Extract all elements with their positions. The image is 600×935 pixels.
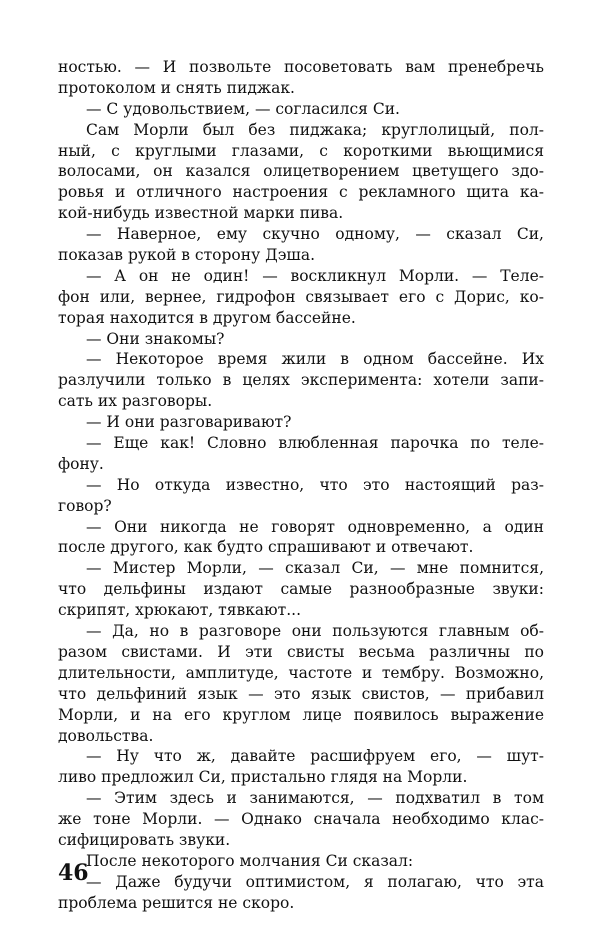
text-line: — А он не один! — воскликнул Морли. — Теле- bbox=[86, 266, 544, 285]
text-line: Сам Морли был без пиджака; круглолицый, пол- bbox=[86, 120, 544, 139]
text-line: проблема решится не скоро. bbox=[58, 893, 295, 912]
text-line: разлучили только в целях эксперимента: хотели запи- bbox=[58, 371, 544, 390]
text-line: сать их разговоры. bbox=[58, 392, 213, 411]
text-line: Морли, и на его круглом лице появилось выражение bbox=[58, 705, 544, 724]
text-line: — Даже будучи оптимистом, я полагаю, что эта bbox=[86, 872, 544, 891]
text-line: фон или, вернее, гидрофон связывает его с Дорис, ко- bbox=[58, 287, 544, 306]
page-number: 46 bbox=[58, 860, 89, 886]
text-line: длительности, амплитуде, частоте и тембру. Возможно, bbox=[58, 663, 544, 682]
text-line: протоколом и снять пиджак. bbox=[58, 78, 295, 97]
text-line: — Некоторое время жили в одном бассейне. Их bbox=[86, 350, 544, 369]
text-line: показав рукой в сторону Дэша. bbox=[58, 246, 315, 265]
text-line: ностью. — И позвольте посоветовать вам пренебречь bbox=[58, 58, 544, 76]
text-line: — И они разговаривают? bbox=[86, 413, 292, 432]
text-line: — С удовольствием, — согласился Си. bbox=[86, 99, 400, 118]
text-line: ный, с круглыми глазами, с короткими вьющимися bbox=[58, 141, 544, 160]
text-line: — Мистер Морли, — сказал Си, — мне помнится, bbox=[86, 559, 544, 578]
text-line: разом свистами. И эти свисты весьма различны по bbox=[58, 642, 544, 661]
text-line: после другого, как будто спрашивают и отвечают. bbox=[58, 538, 474, 557]
text-line: что дельфины издают самые разнообразные звуки: bbox=[58, 580, 544, 599]
text-line: — Они знакомы? bbox=[86, 329, 225, 348]
text-line: торая находится в другом бассейне. bbox=[58, 308, 356, 327]
page-text bbox=[58, 57, 544, 914]
text-line: довольства. bbox=[58, 726, 154, 745]
text-line: ливо предложил Си, пристально глядя на Морли. bbox=[58, 768, 468, 787]
text-line: скрипят, хрюкают, тявкают... bbox=[58, 601, 302, 620]
text-line: — Этим здесь и занимаются, — подхватил в том bbox=[86, 789, 544, 808]
text-line: — Еще как! Словно влюбленная парочка по теле- bbox=[86, 434, 544, 453]
text-line: — Наверное, ему скучно одному, — сказал Си, bbox=[86, 225, 544, 244]
text-line: фону. bbox=[58, 454, 104, 473]
text-line: — Они никогда не говорят одновременно, а один bbox=[86, 517, 544, 536]
text-line: кой-нибудь известной марки пива. bbox=[58, 204, 344, 223]
text-line: — Но откуда известно, что это настоящий раз- bbox=[86, 475, 544, 494]
text-line: ровья и отличного настроения с рекламного щита ка- bbox=[58, 183, 544, 202]
text-line: же тоне Морли. — Однако сначала необходимо клас- bbox=[58, 810, 544, 829]
text-line: что дельфиний язык — это язык свистов, — прибавил bbox=[58, 684, 544, 703]
text-line: сифицировать звуки. bbox=[58, 830, 231, 849]
text-line: После некоторого молчания Си сказал: bbox=[86, 851, 414, 870]
text-line: волосами, он казался олицетворением цветущего здо- bbox=[58, 162, 544, 181]
text-line: — Да, но в разговоре они пользуются главным об- bbox=[86, 622, 544, 641]
text-line: говор? bbox=[58, 496, 112, 515]
text-line: — Ну что ж, давайте расшифруем его, — шут- bbox=[86, 747, 544, 766]
